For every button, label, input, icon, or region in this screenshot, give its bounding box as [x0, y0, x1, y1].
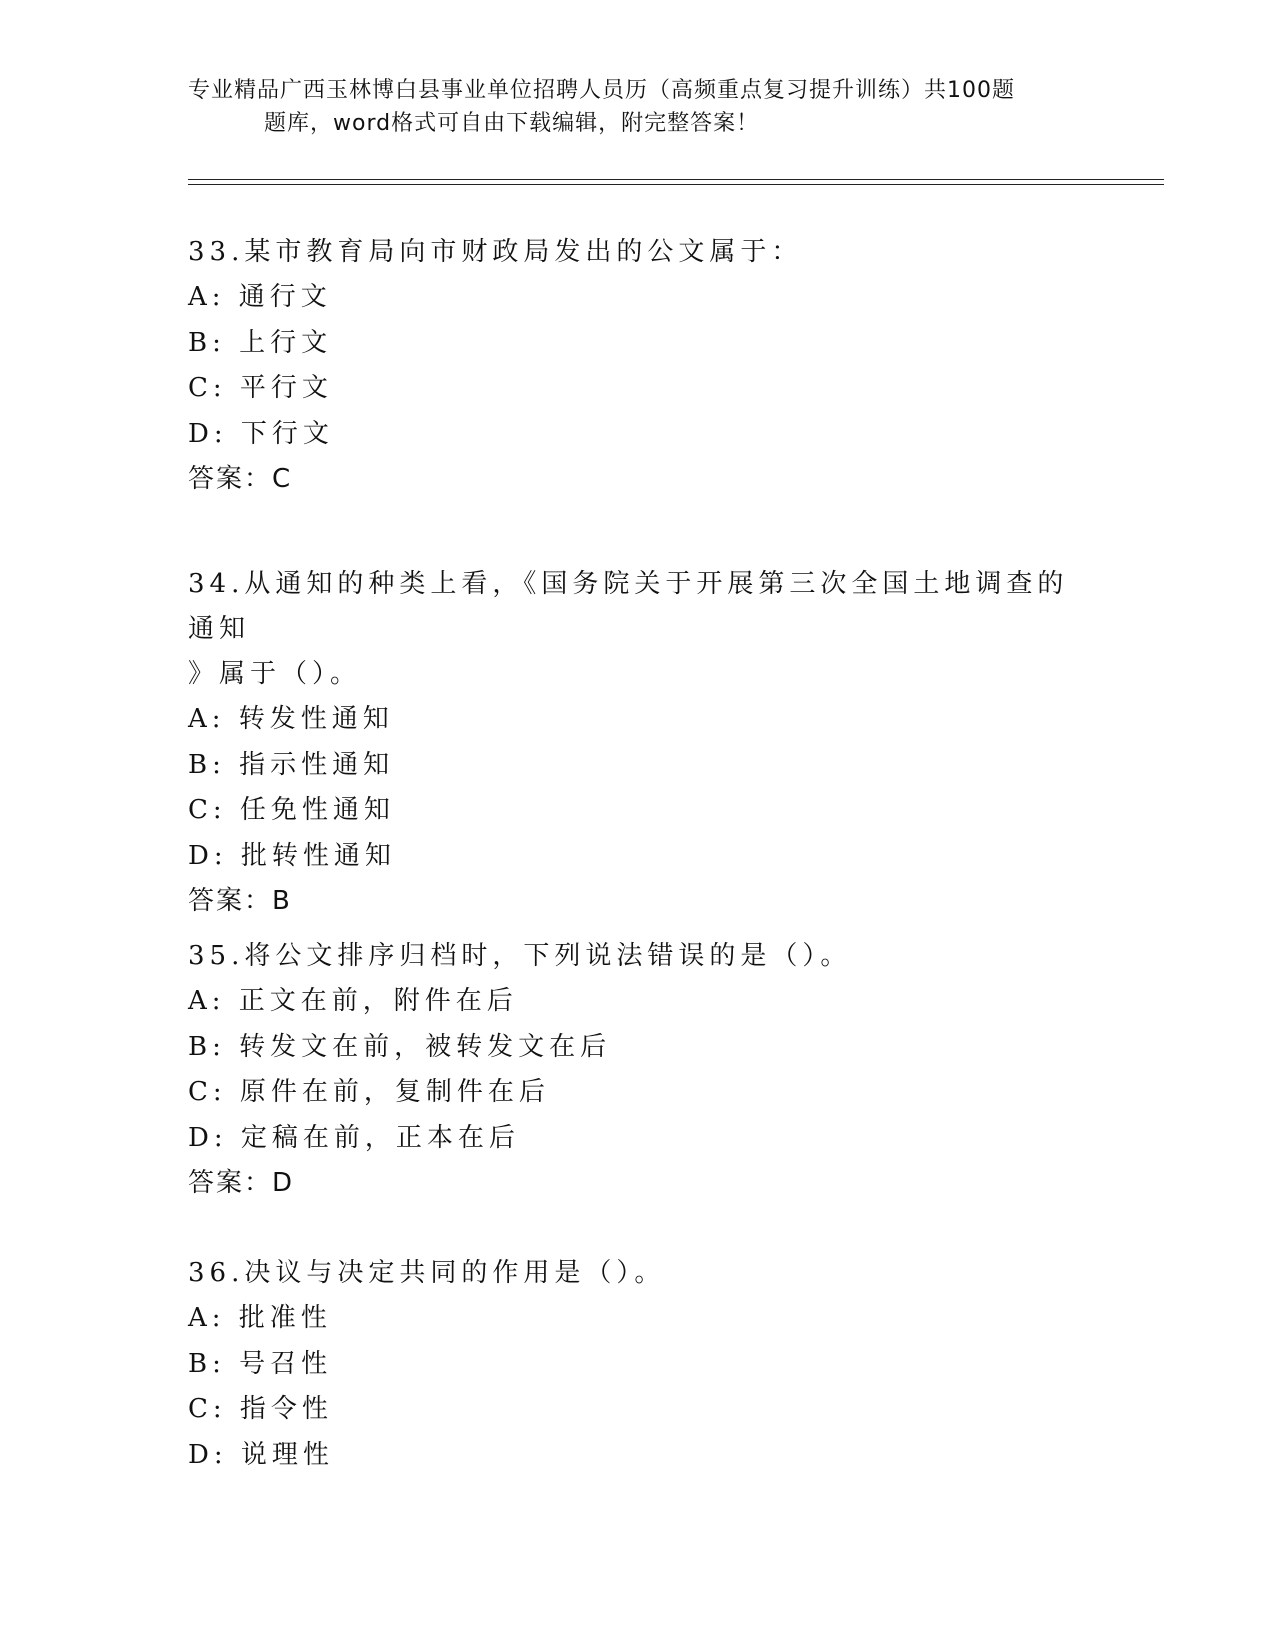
header-line-2: 题库，word格式可自由下载编辑，附完整答案！ — [264, 111, 760, 136]
header-line-1: 专业精品广西玉林博白县事业单位招聘人员历（高频重点复习提升训练）共100题 — [188, 78, 1015, 103]
option-c: C: 平行文 — [188, 373, 333, 403]
answer: 答案：B — [188, 886, 292, 916]
question-text: 36.决议与决定共同的作用是（）。 — [188, 1258, 666, 1288]
option-c: C: 任免性通知 — [188, 795, 395, 825]
option-b: B: 上行文 — [188, 327, 333, 358]
option-a: A: 转发性通知 — [188, 704, 394, 734]
question-text-line-1: 34.从通知的种类上看，《国务院关于开展第三次全国土地调查的通知 — [188, 569, 1069, 644]
option-a: A: 批准性 — [188, 1303, 332, 1333]
option-a: A: 通行文 — [188, 282, 332, 312]
header-rule-bottom — [188, 184, 1164, 185]
question-text: 35.将公文排序归档时，下列说法错误的是（）。 — [188, 941, 852, 971]
question-text: 33.某市教育局向市财政局发出的公文属于： — [188, 237, 803, 267]
option-a: A: 正文在前，附件在后 — [188, 986, 518, 1016]
question-34 — [188, 562, 1088, 924]
header-rule-top — [188, 179, 1164, 180]
option-c: C: 指令性 — [188, 1394, 333, 1424]
option-d: D: 定稿在前，正本在后 — [188, 1122, 520, 1153]
option-d: D: 批转性通知 — [188, 840, 396, 871]
option-c: C: 原件在前，复制件在后 — [188, 1077, 550, 1107]
question-text-line-2: 》属于（）。 — [188, 659, 362, 689]
document-header — [188, 74, 1088, 140]
question-33 — [188, 230, 1088, 502]
option-d: D: 下行文 — [188, 418, 334, 449]
option-b: B: 转发文在前，被转发文在后 — [188, 1031, 612, 1062]
option-b: B: 指示性通知 — [188, 749, 395, 780]
question-36 — [188, 1251, 1088, 1478]
option-d: D: 说理性 — [188, 1439, 334, 1470]
option-b: B: 号召性 — [188, 1348, 333, 1379]
question-35 — [188, 934, 1088, 1206]
answer: 答案：D — [188, 1168, 295, 1198]
answer: 答案：C — [188, 464, 293, 494]
